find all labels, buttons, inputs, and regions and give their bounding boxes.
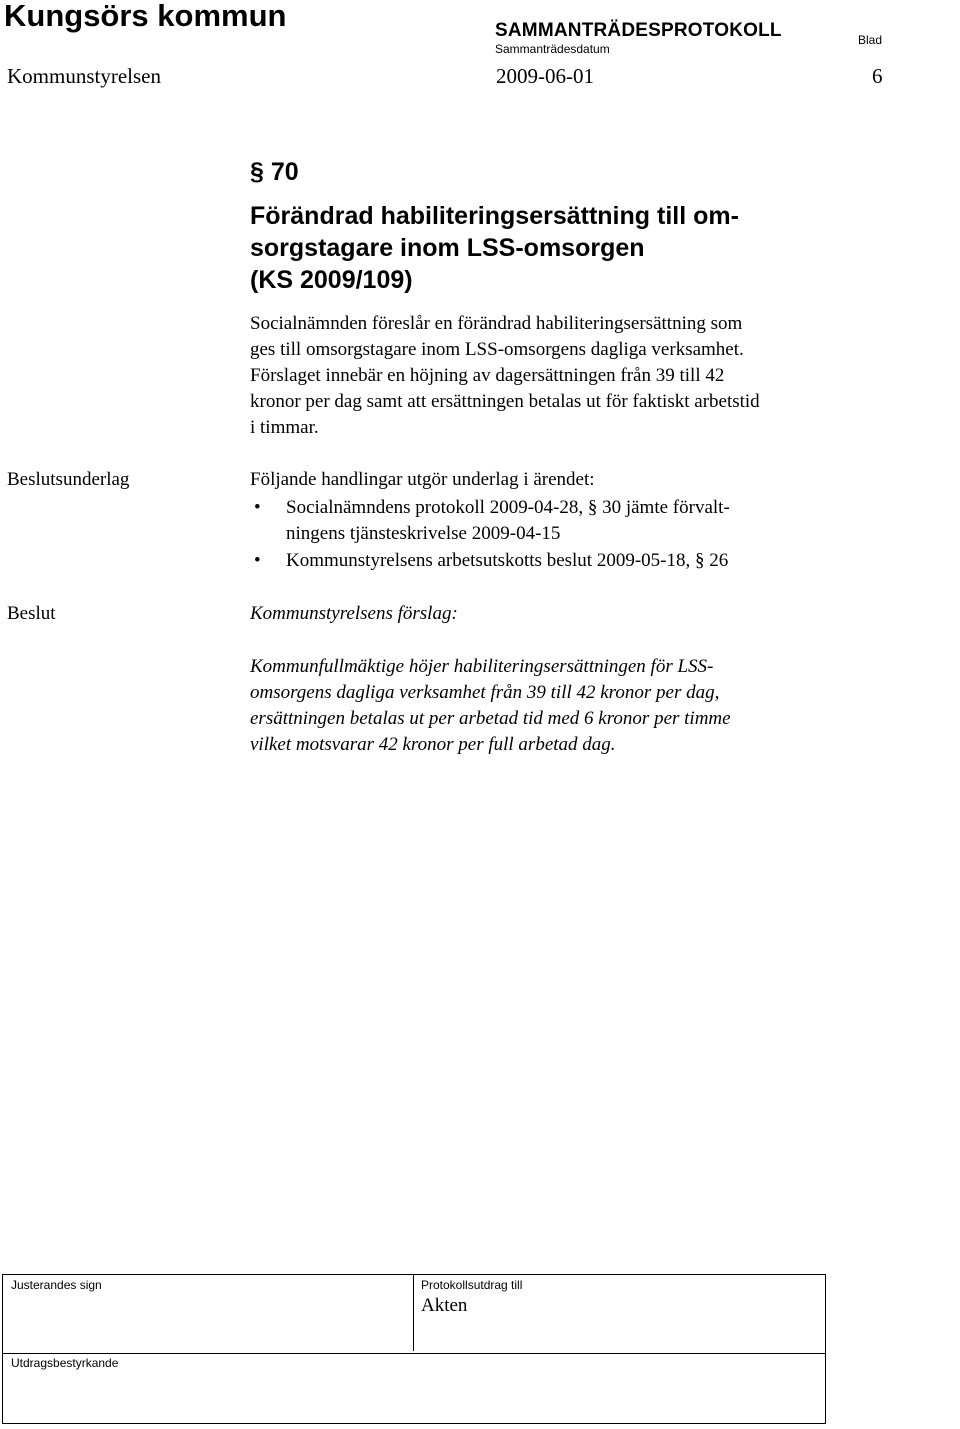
meeting-date: 2009-06-01 [496, 64, 594, 88]
basis-intro: Följande handlingar utgör underlag i ärendet: [250, 469, 595, 490]
decision-heading: Kommunstyrelsens förslag: [250, 603, 458, 624]
page-number: 6 [872, 64, 883, 88]
extract-to-value: Akten [421, 1295, 468, 1316]
table-divider [3, 1353, 825, 1354]
meeting-date-label: Sammanträdesdatum [495, 42, 610, 56]
section-title-line: sorgstagare inom LSS-omsorgen [250, 234, 645, 262]
sheet-label: Blad [858, 33, 883, 47]
section-title-line: (KS 2009/109) [250, 266, 413, 294]
document-type: SAMMANTRÄDESPROTOKOLL [495, 20, 782, 41]
committee-name: Kommunstyrelsen [7, 64, 161, 88]
decision-line: ersättningen betalas ut per arbetad tid med 6 kronor per timme [250, 708, 731, 729]
body-line: Socialnämnden föreslår en förändrad habiliteringsersättning som [250, 313, 743, 334]
body-line: ges till omsorgstagare inom LSS-omsorgens dagliga verksamhet. [250, 339, 744, 360]
body-line: i timmar. [250, 417, 319, 438]
basis-label: Beslutsunderlag [7, 469, 130, 490]
section-title-line: Förändrad habiliteringsersättning till om- [250, 202, 739, 230]
signature-table [2, 1274, 826, 1424]
decision-line: Kommunfullmäktige höjer habiliteringsersättningen för LSS- [250, 656, 714, 677]
section-number: § 70 [250, 158, 299, 186]
body-line: kronor per dag samt att ersättningen betalas ut för faktiskt arbetstid [250, 391, 760, 412]
basis-item-line: Kommunstyrelsens arbetsutskotts beslut 2009-05-18, § 26 [286, 550, 729, 571]
bullet-icon: • [254, 497, 261, 518]
adjusters-sign-label: Justerandes sign [11, 1278, 102, 1292]
extract-to-label: Protokollsutdrag till [421, 1278, 523, 1292]
municipality-name: Kungsörs kommun [4, 0, 287, 33]
decision-label: Beslut [7, 603, 56, 624]
basis-item-line: Socialnämndens protokoll 2009-04-28, § 30 jämte förvalt- [286, 497, 730, 518]
certifier-label: Utdragsbestyrkande [11, 1356, 119, 1370]
body-line: Förslaget innebär en höjning av dagersättningen från 39 till 42 [250, 365, 725, 386]
decision-line: vilket motsvarar 42 kronor per full arbetad dag. [250, 734, 616, 755]
bullet-icon: • [254, 550, 261, 571]
decision-line: omsorgens dagliga verksamhet från 39 till 42 kronor per dag, [250, 682, 720, 703]
basis-item-line: ningens tjänsteskrivelse 2009-04-15 [286, 523, 561, 544]
table-divider [413, 1275, 414, 1351]
